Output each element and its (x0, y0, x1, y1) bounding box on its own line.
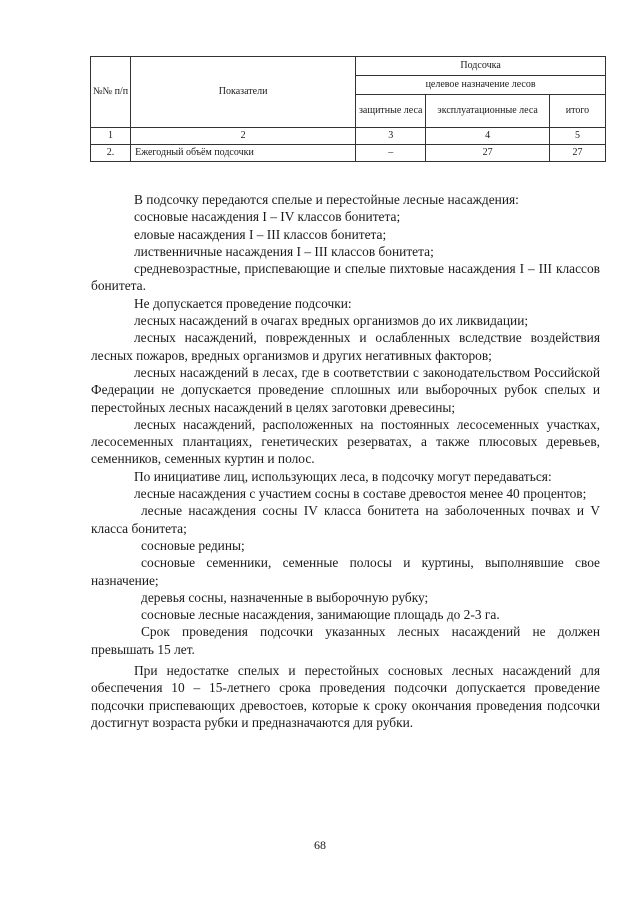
index-cell: 4 (426, 128, 550, 145)
paragraph: лесные насаждения сосны IV класса бонитета на заболоченных почвах и V класса бонитета; (91, 503, 600, 536)
group-header: Подсочка (356, 57, 606, 76)
table-index-row (91, 128, 606, 145)
col-total-header: итого (549, 95, 605, 128)
row-total-value: 27 (549, 145, 605, 162)
col-indicator-header: Показатели (131, 57, 356, 128)
body-text (91, 191, 600, 731)
paragraph: Не допускается проведение подсочки: (134, 295, 352, 311)
tapping-volume-table (90, 56, 606, 162)
paragraph: В подсочку передаются спелые и перестойные лесные насаждения: (134, 192, 519, 207)
paragraph: Срок проведения подсочки указанных лесных насаждений не должен превышать 15 лет. (91, 624, 600, 657)
paragraph: сосновые редины; (141, 537, 245, 553)
index-cell: 5 (549, 128, 605, 145)
row-number: 2. (91, 145, 131, 162)
paragraph: лесных насаждений в очагах вредных организмов до их ликвидации; (134, 313, 529, 329)
index-cell: 1 (91, 128, 131, 145)
paragraph: сосновые семенники, семенные полосы и куртины, выполнявшие свое назначение; (91, 555, 600, 588)
col-protective-header: защитные леса (356, 95, 426, 128)
table-header-row-1 (91, 57, 606, 76)
paragraph: лесных насаждений, поврежденных и ослабленных вследствие воздействия лесных пожаров, вредных организмов и других негативных факторов; (91, 330, 600, 363)
paragraph: сосновые насаждения I – IV классов бонитета; (134, 209, 401, 225)
table-row (91, 145, 606, 162)
paragraph: лесных насаждений в лесах, где в соответствии с законодательством Российской Федерации не допускается проведение сплошных или выборочных рубок спелых и перестойных лесных насаждений в целях заготовки древесины; (91, 364, 600, 415)
index-cell: 2 (131, 128, 356, 145)
paragraph: лесных насаждений, расположенных на постоянных лесосеменных участках, лесосеменных плантациях, генетических резерватах, а также плюсовых деревьев, семенников, семенных куртин и полос. (91, 416, 600, 467)
paragraph: По инициативе лиц, использующих леса, в подсочку могут передаваться: (134, 468, 552, 484)
subgroup-header: целевое назначение лесов (356, 76, 606, 95)
index-cell: 3 (356, 128, 426, 145)
paragraph: средневозрастные, приспевающие и спелые пихтовые насаждения I – III классов бонитета. (91, 261, 600, 294)
paragraph: деревья сосны, назначенные в выборочную рубку; (141, 589, 429, 605)
row-exploitation-value: 27 (426, 145, 550, 162)
paragraph: При недостатке спелых и перестойных сосновых лесных насаждений для обеспечения 10 – 15-летнего срока проведения подсочки допускается проведение подсочки приспевающих древостоев, которые к сроку окончания проведения подсочки достигнут возраста рубки и предназначаются для рубки. (91, 663, 600, 730)
paragraph: лиственничные насаждения I – III классов бонитета; (134, 243, 434, 259)
paragraph: лесные насаждения с участием сосны в составе древостоя менее 40 процентов; (134, 486, 587, 502)
col-number-header: №№ п/п (91, 57, 131, 128)
page-number: 68 (314, 838, 326, 852)
row-indicator: Ежегодный объём подсочки (131, 145, 356, 162)
paragraph: сосновые лесные насаждения, занимающие площадь до 2-3 га. (141, 607, 500, 623)
paragraph: еловые насаждения I – III классов бонитета; (134, 226, 387, 242)
row-protective-value: – (356, 145, 426, 162)
col-exploitation-header: эксплуатационные леса (426, 95, 550, 128)
